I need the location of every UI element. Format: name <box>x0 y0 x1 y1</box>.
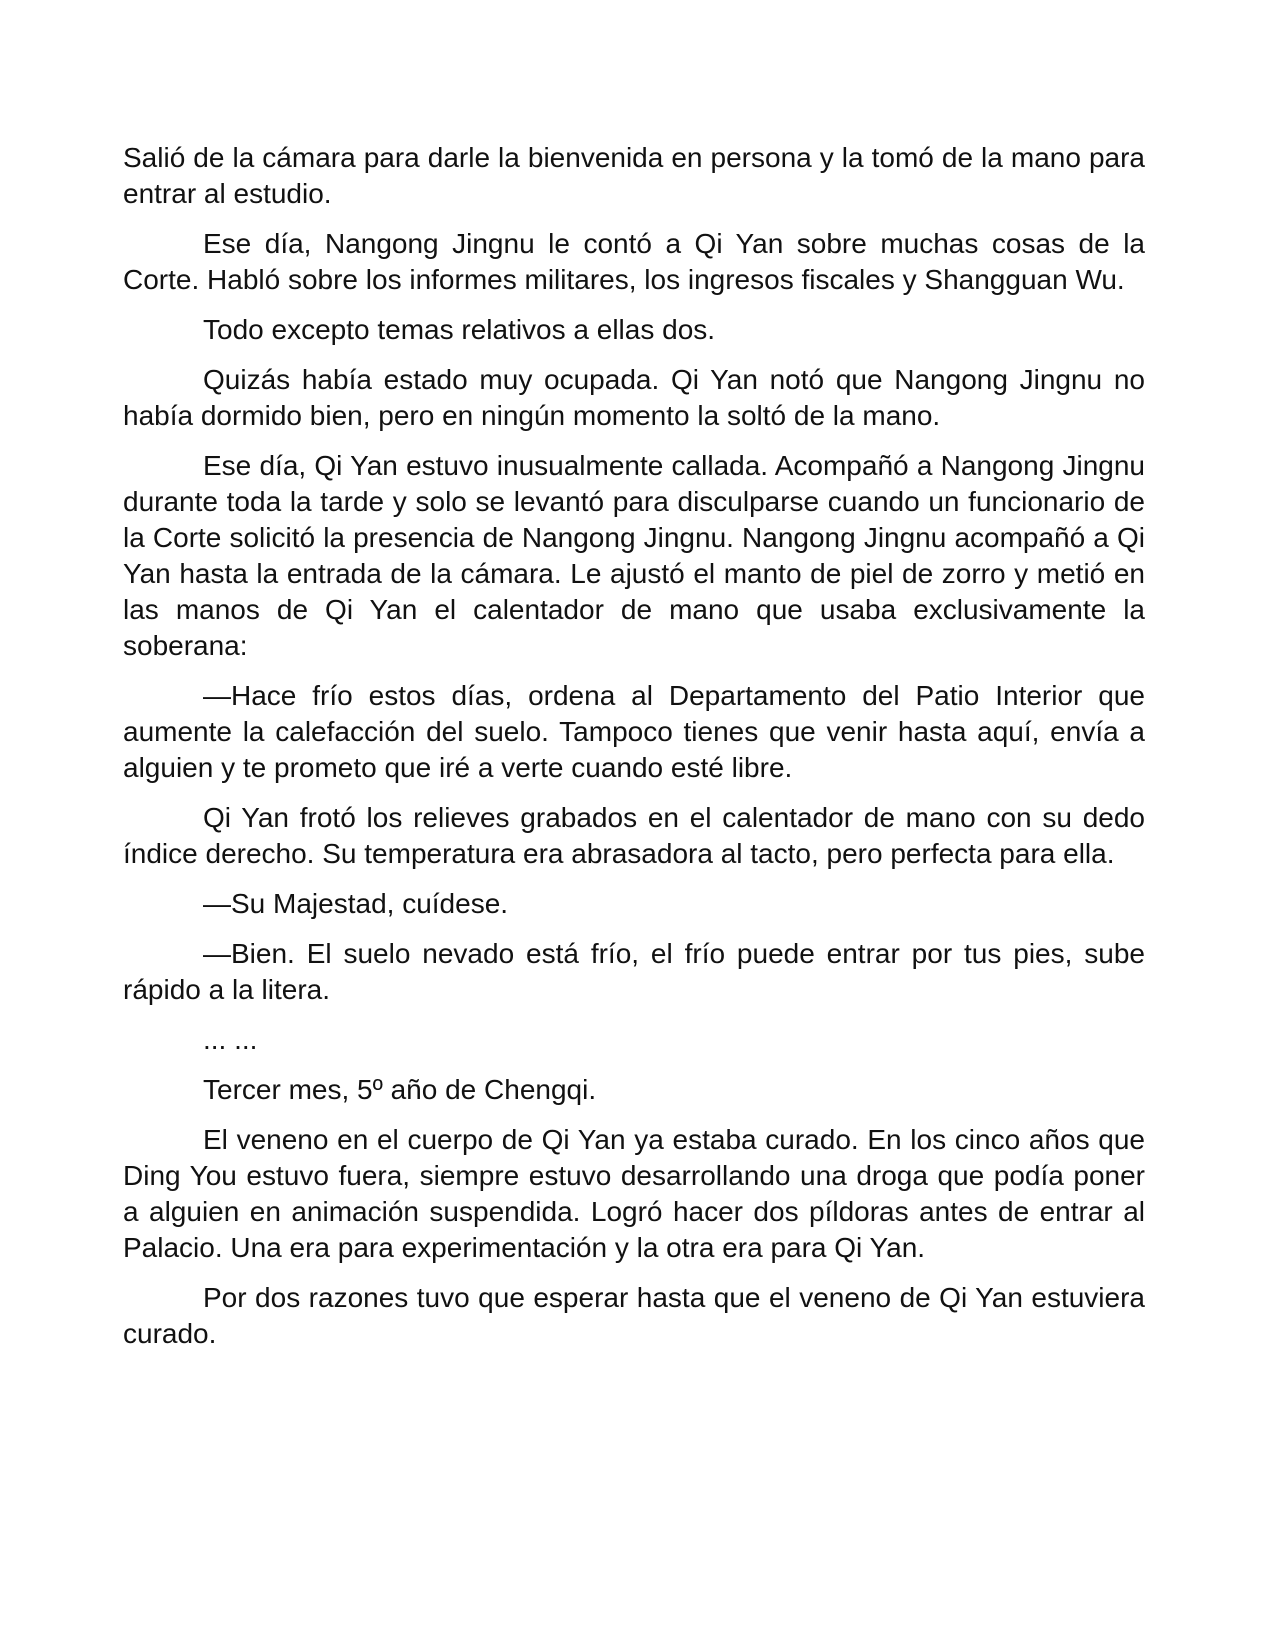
paragraph-9: —Bien. El suelo nevado está frío, el frío puede entrar por tus pies, sube rápido a la litera. <box>123 938 1145 1005</box>
paragraph-12: El veneno en el cuerpo de Qi Yan ya estaba curado. En los cinco años que Ding You estuvo fuera, siempre estuvo desarrollando una droga que podía poner a alguien en animación suspendida. Logró hacer dos píldoras antes de entrar al Palacio. Una era para experimentación y la otra era para Qi Yan. <box>123 1124 1145 1263</box>
paragraph-3: Todo excepto temas relativos a ellas dos. <box>203 314 716 345</box>
paragraph-4: Quizás había estado muy ocupada. Qi Yan notó que Nangong Jingnu no había dormido bien, pero en ningún momento la soltó de la mano. <box>123 364 1145 431</box>
document-page <box>123 140 1145 1366</box>
paragraph-7: Qi Yan frotó los relieves grabados en el calentador de mano con su dedo índice derecho. Su temperatura era abrasadora al tacto, pero perfecta para ella. <box>123 802 1145 869</box>
paragraph-2: Ese día, Nangong Jingnu le contó a Qi Yan sobre muchas cosas de la Corte. Habló sobre los informes militares, los ingresos fiscales y Shangguan Wu. <box>123 228 1145 295</box>
paragraph-5: Ese día, Qi Yan estuvo inusualmente callada. Acompañó a Nangong Jingnu durante toda la tarde y solo se levantó para disculparse cuando un funcionario de la Corte solicitó la presencia de Nangong Jingnu. Nangong Jingnu acompañó a Qi Yan hasta la entrada de la cámara. Le ajustó el manto de piel de zorro y metió en las manos de Qi Yan el calentador de mano que usaba exclusivamente la soberana: <box>123 450 1145 661</box>
paragraph-13: Por dos razones tuvo que esperar hasta que el veneno de Qi Yan estuviera curado. <box>123 1282 1145 1349</box>
paragraph-8: —Su Majestad, cuídese. <box>203 888 509 919</box>
paragraph-6: —Hace frío estos días, ordena al Departamento del Patio Interior que aumente la calefacción del suelo. Tampoco tienes que venir hasta aquí, envía a alguien y te prometo que iré a verte cuando esté libre. <box>123 680 1145 783</box>
paragraph-10: ... ... <box>203 1024 258 1055</box>
paragraph-11: Tercer mes, 5º año de Chengqi. <box>203 1074 597 1105</box>
paragraph-1: Salió de la cámara para darle la bienvenida en persona y la tomó de la mano para entrar al estudio. <box>123 142 1145 209</box>
